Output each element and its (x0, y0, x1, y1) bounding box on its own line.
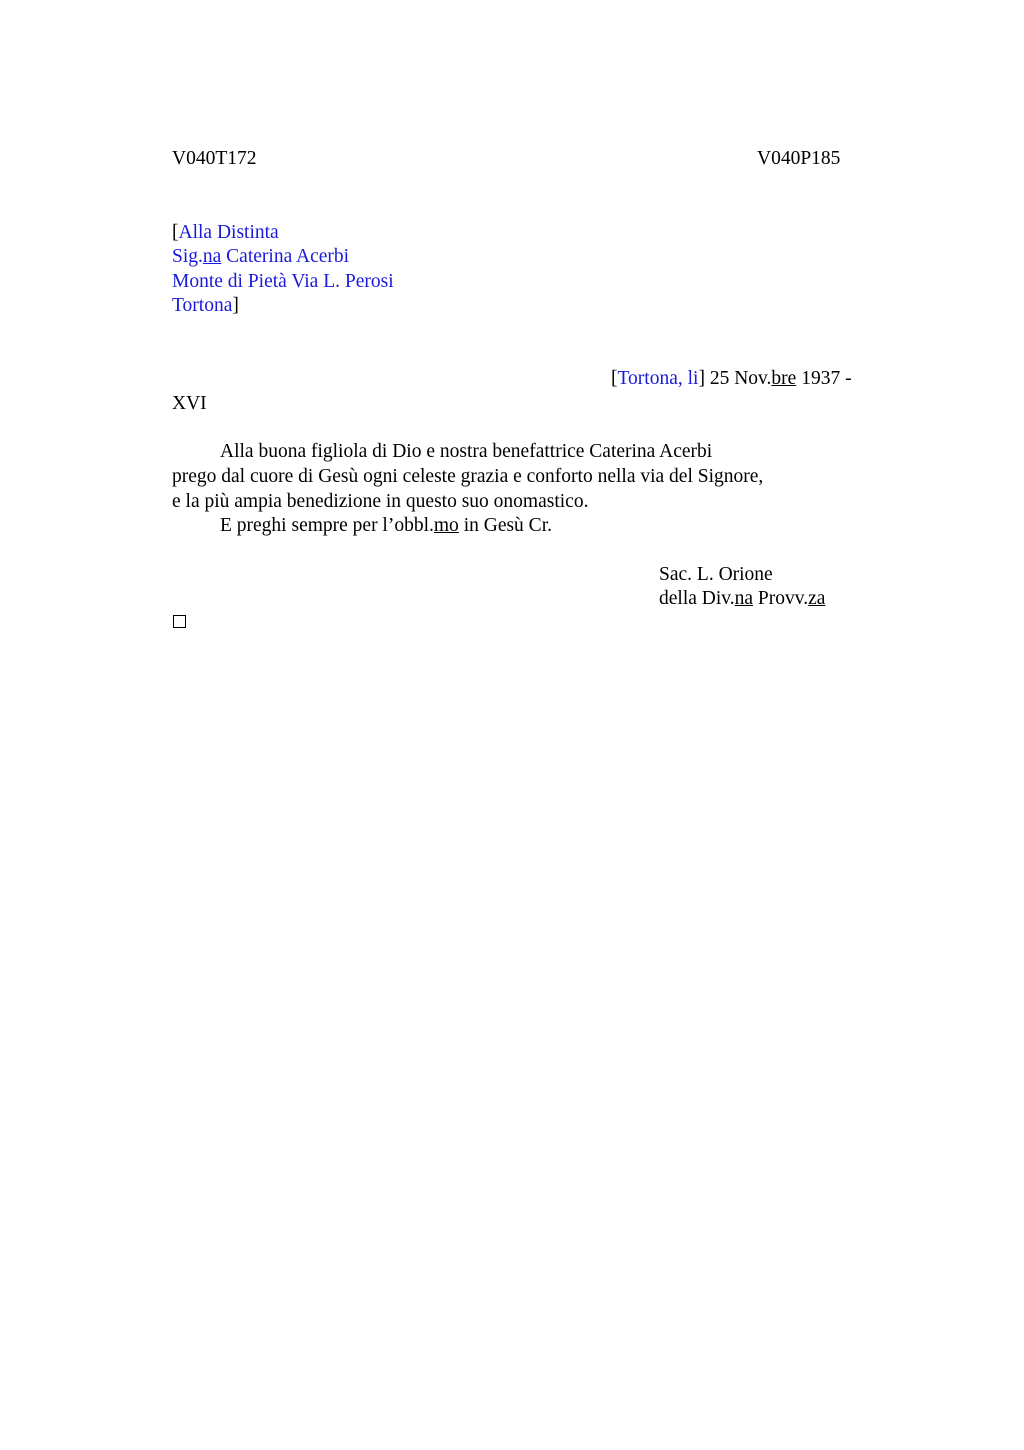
bracket-close: ] (232, 295, 239, 316)
body-para2-abbr: mo (433, 515, 459, 536)
address-name: Caterina Acerbi (221, 246, 350, 267)
address-title-prefix: Sig. (172, 246, 203, 267)
signature-middle: Provv. (753, 588, 809, 609)
body-para1-line1: Alla buona figliola di Dio e nostra benefattrice Caterina Acerbi (220, 441, 713, 462)
signature-abbr-1: na (734, 588, 754, 609)
date-era: XVI (172, 393, 207, 414)
signature-prefix: della Div. (659, 588, 735, 609)
header-left-code: V040T172 (172, 148, 257, 169)
dateline (611, 367, 852, 391)
body-para2-suffix: in Gesù Cr. (458, 515, 552, 536)
address-city: Tortona (172, 295, 233, 316)
address-title-abbr: na (202, 246, 222, 267)
checkbox-glyph-icon (173, 615, 186, 628)
body-para1-line3: e la più ampia benedizione in questo suo onomastico. (172, 491, 589, 512)
date-place: Tortona, li (617, 368, 699, 389)
bracket-open: [ (172, 222, 179, 243)
signature-abbr-2: za (808, 588, 826, 609)
address-salutation: Alla Distinta (178, 222, 279, 243)
date-month-abbr: bre (771, 368, 797, 389)
address-line-3: Monte di Pietà Via L. Perosi (172, 271, 394, 292)
body-para2-prefix: E preghi sempre per l’obbl. (220, 515, 434, 536)
signature-line-2 (659, 587, 825, 611)
date-bracket-open: [ (611, 368, 618, 389)
address-line-2 (172, 245, 349, 269)
address-line-4 (172, 294, 239, 318)
date-year: 1937 - (796, 368, 852, 389)
header-right-code: V040P185 (757, 148, 841, 169)
body-para2 (220, 514, 552, 538)
body-para1-line2: prego dal cuore di Gesù ogni celeste grazia e conforto nella via del Signore, (172, 466, 764, 487)
address-line-1 (172, 221, 279, 245)
date-day-month: 25 Nov. (704, 368, 772, 389)
date-bracket-close: ] (698, 368, 705, 389)
signature-line-1: Sac. L. Orione (659, 564, 773, 585)
